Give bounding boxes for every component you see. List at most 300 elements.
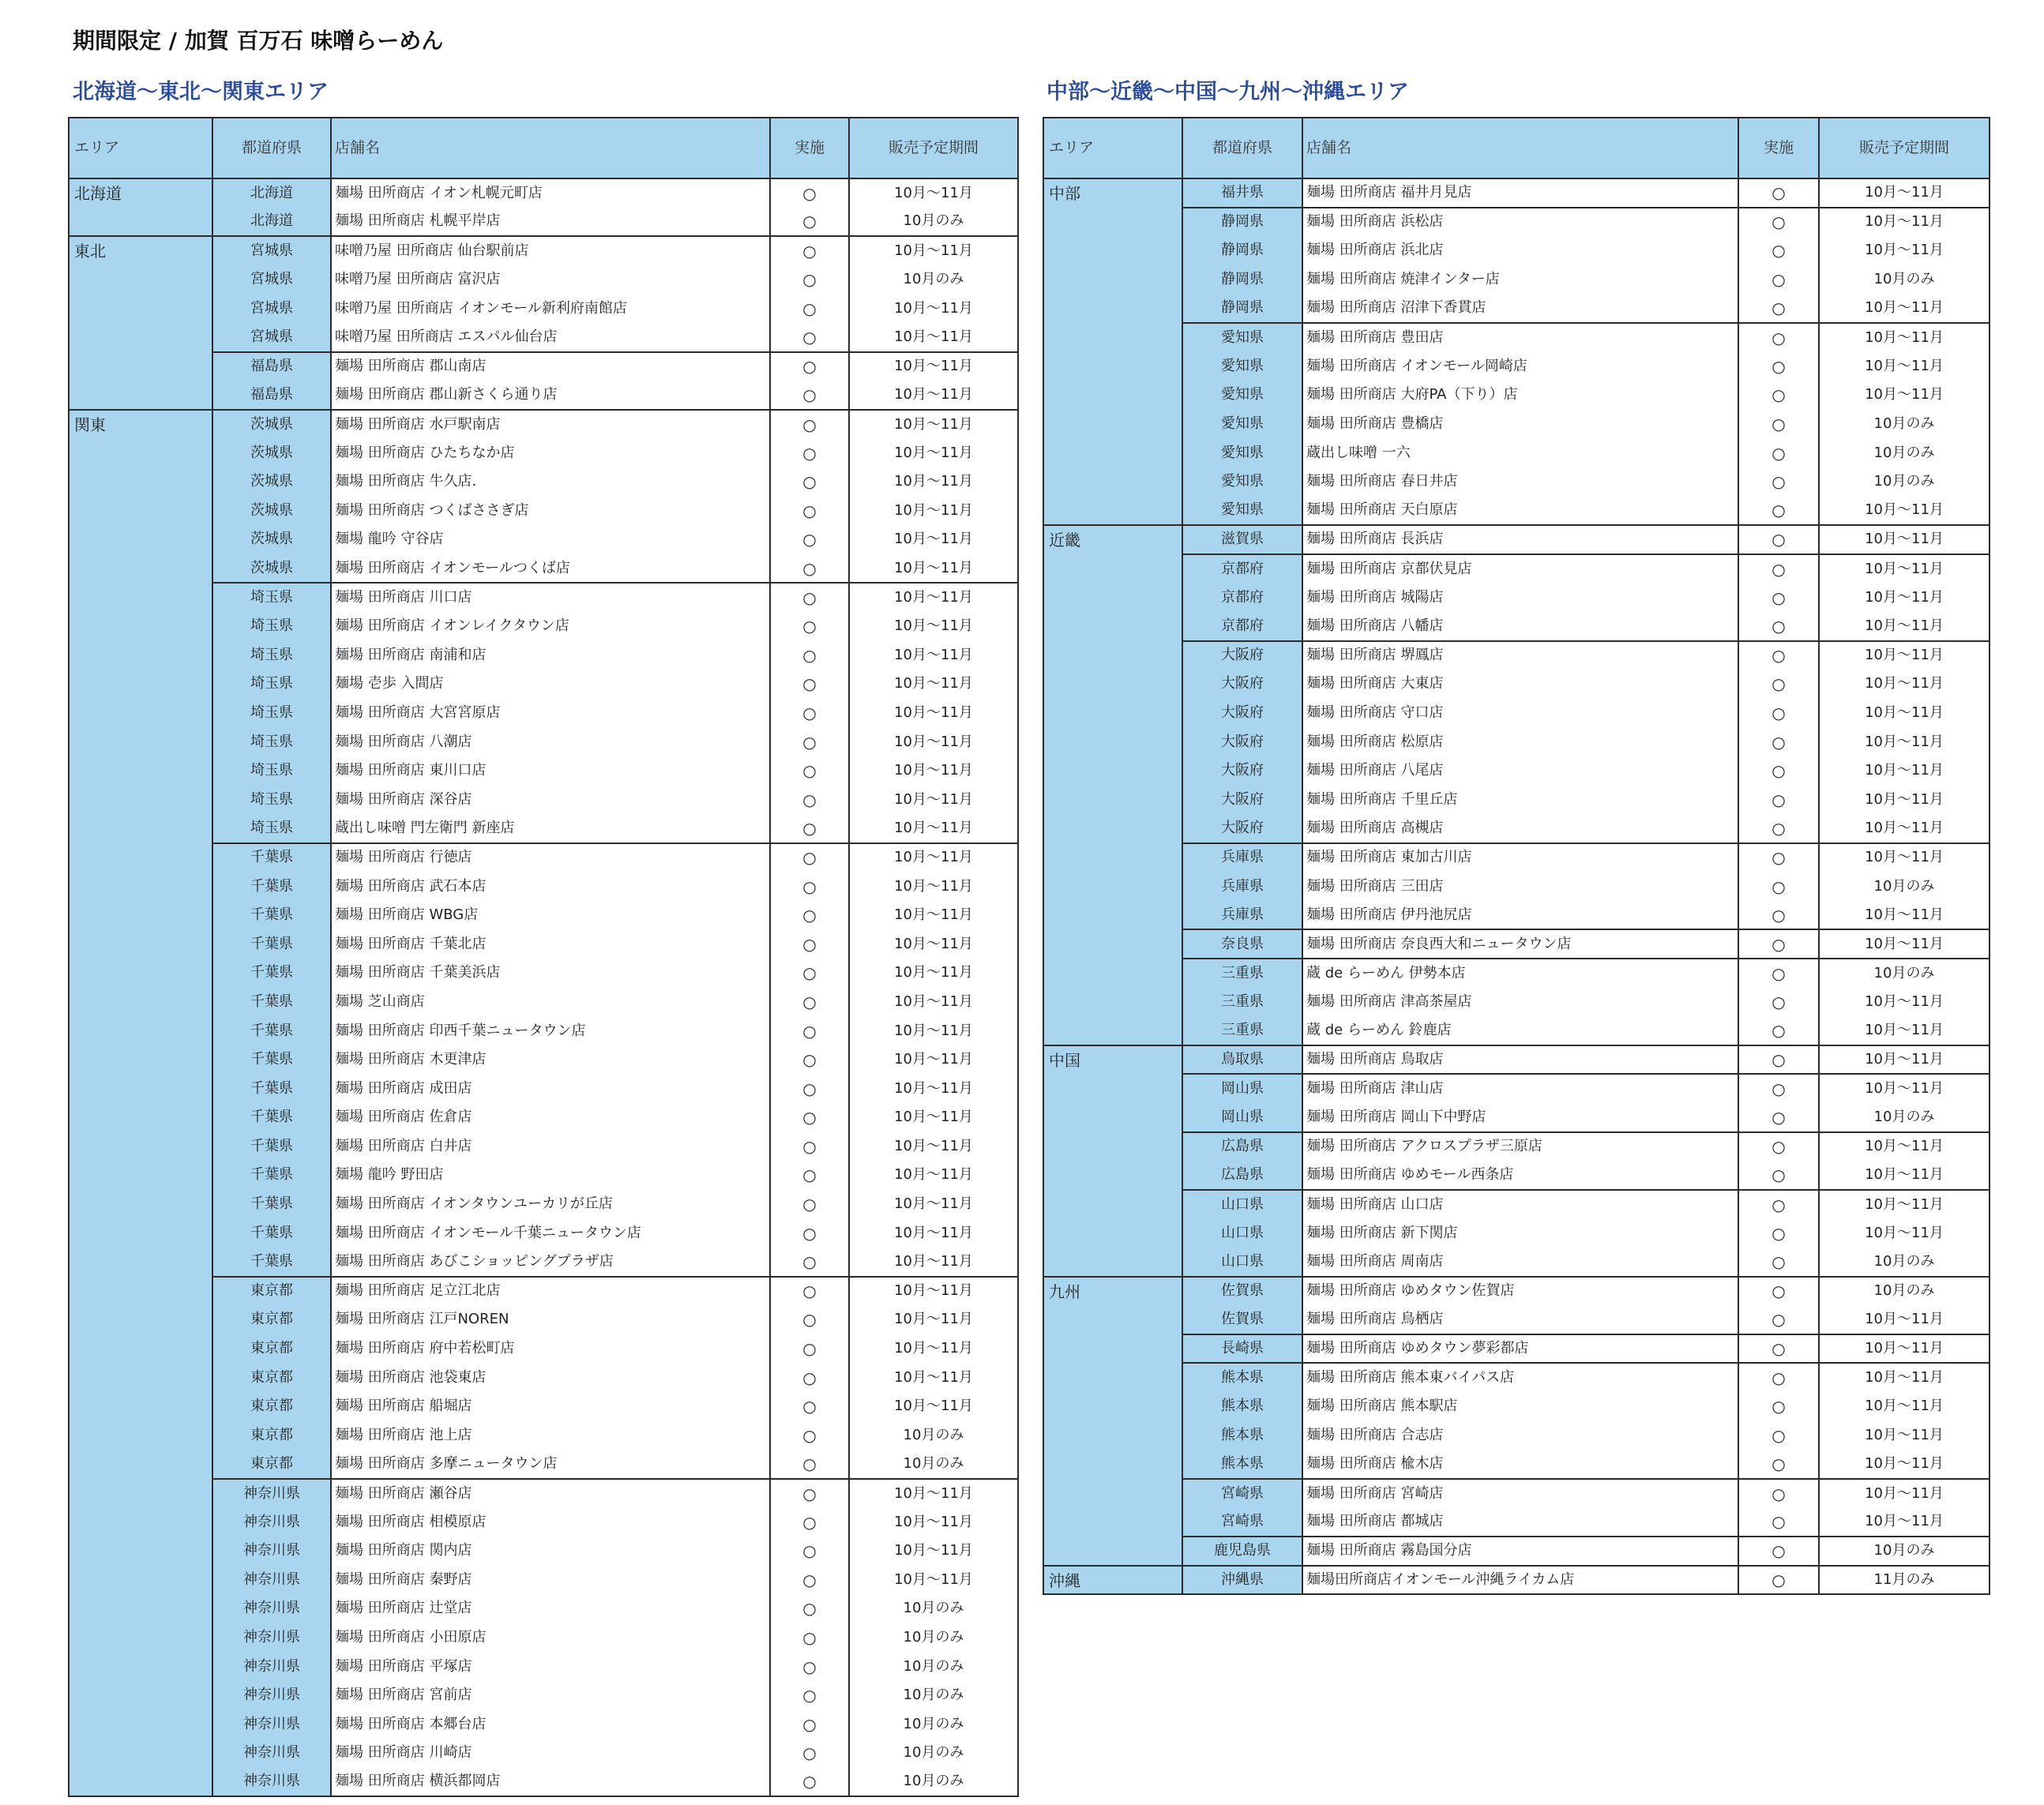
store-name-cell: 麺場 田所商店 千葉北店 (331, 929, 770, 959)
store-name-cell: 麺場 田所商店 秦野店 (331, 1566, 770, 1595)
sales-period-cell: 10月〜11月 (849, 1016, 1018, 1045)
availability-mark: ○ (770, 583, 849, 612)
prefecture-cell: 広島県 (1182, 1161, 1302, 1190)
table-row (1043, 872, 1990, 901)
store-name-cell: 麺場 田所商店 川口店 (331, 583, 770, 612)
store-name-cell: 麺場 田所商店 池上店 (331, 1421, 770, 1450)
store-name-cell: 麺場 田所商店 郡山新さくら通り店 (331, 381, 770, 410)
store-name-cell: 麺場 田所商店 山口店 (1302, 1190, 1738, 1219)
prefecture-cell: 千葉県 (212, 959, 331, 988)
prefecture-cell: 茨城県 (212, 525, 331, 554)
header-sales-period: 販売予定期間 (849, 118, 1018, 178)
table-row (1043, 1277, 1990, 1306)
prefecture-cell: 鳥取県 (1182, 1045, 1302, 1075)
sales-period-cell: 10月のみ (1819, 872, 1990, 901)
prefecture-cell: 熊本県 (1182, 1363, 1302, 1392)
availability-mark: ○ (1738, 1479, 1819, 1508)
sales-period-cell: 10月〜11月 (1819, 929, 1990, 959)
header-availability: 実施 (770, 118, 849, 178)
sales-period-cell: 10月のみ (849, 1594, 1018, 1623)
availability-mark: ○ (770, 1363, 849, 1392)
sales-period-cell: 10月〜11月 (849, 901, 1018, 930)
sales-period-cell: 10月のみ (849, 265, 1018, 295)
availability-mark: ○ (1738, 1334, 1819, 1364)
prefecture-cell: 宮城県 (212, 265, 331, 295)
header-area: エリア (1043, 118, 1182, 178)
header-prefecture: 都道府県 (1182, 118, 1302, 178)
sales-period-cell: 10月のみ (1819, 959, 1990, 988)
prefecture-cell: 奈良県 (1182, 929, 1302, 959)
sales-period-cell: 10月〜11月 (1819, 1479, 1990, 1508)
prefecture-cell: 佐賀県 (1182, 1277, 1302, 1306)
page-title: 期間限定 / 加賀 百万石 味噌らーめん (73, 28, 444, 54)
sales-period-cell: 10月のみ (849, 1768, 1018, 1797)
sales-period-cell: 10月〜11月 (849, 929, 1018, 959)
sales-period-cell: 10月〜11月 (1819, 178, 1990, 208)
prefecture-cell: 兵庫県 (1182, 901, 1302, 930)
prefecture-cell: 広島県 (1182, 1132, 1302, 1161)
availability-mark: ○ (1738, 1392, 1819, 1421)
prefecture-cell: 埼玉県 (212, 612, 331, 641)
area-cell: 中国 (1043, 1045, 1182, 1277)
sales-period-cell: 11月のみ (1819, 1566, 1990, 1595)
store-name-cell: 麺場 田所商店 沼津下香貫店 (1302, 294, 1738, 323)
table-row (1043, 1045, 1990, 1075)
prefecture-cell: 神奈川県 (212, 1566, 331, 1595)
sales-period-cell: 10月〜11月 (849, 727, 1018, 756)
table-row (1043, 727, 1990, 756)
store-name-cell: 麺場 田所商店 宮前店 (331, 1681, 770, 1710)
prefecture-cell: 神奈川県 (212, 1768, 331, 1797)
store-name-cell: 麺場 田所商店 高槻店 (1302, 814, 1738, 843)
availability-mark: ○ (1738, 438, 1819, 467)
availability-mark: ○ (1738, 497, 1819, 526)
availability-mark: ○ (770, 265, 849, 295)
sales-period-cell: 10月〜11月 (849, 872, 1018, 901)
availability-mark: ○ (1738, 1363, 1819, 1392)
availability-mark: ○ (770, 901, 849, 930)
prefecture-cell: 宮崎県 (1182, 1479, 1302, 1508)
store-name-cell: 麺場 田所商店 長浜店 (1302, 525, 1738, 554)
prefecture-cell: 宮城県 (212, 294, 331, 323)
store-name-cell: 麺場 田所商店 都城店 (1302, 1507, 1738, 1537)
sales-period-cell: 10月〜11月 (849, 1334, 1018, 1364)
sales-period-cell: 10月〜11月 (849, 612, 1018, 641)
prefecture-cell: 埼玉県 (212, 699, 331, 728)
sales-period-cell: 10月〜11月 (1819, 1190, 1990, 1219)
store-name-cell: 麺場 田所商店 三田店 (1302, 872, 1738, 901)
store-name-cell: 麺場 田所商店 辻堂店 (331, 1594, 770, 1623)
prefecture-cell: 東京都 (212, 1421, 331, 1450)
prefecture-cell: 兵庫県 (1182, 843, 1302, 872)
availability-mark: ○ (770, 699, 849, 728)
availability-mark: ○ (1738, 843, 1819, 872)
store-name-cell: 麺場 田所商店 多摩ニュータウン店 (331, 1450, 770, 1479)
availability-mark: ○ (770, 1652, 849, 1681)
table-row (1043, 612, 1990, 641)
prefecture-cell: 京都府 (1182, 554, 1302, 584)
prefecture-cell: 千葉県 (212, 872, 331, 901)
sales-period-cell: 10月〜11月 (1819, 785, 1990, 814)
prefecture-cell: 千葉県 (212, 843, 331, 872)
store-name-cell: 麺場 田所商店 足立江北店 (331, 1277, 770, 1306)
prefecture-cell: 埼玉県 (212, 727, 331, 756)
store-name-cell: 蔵出し味噌 門左衛門 新座店 (331, 814, 770, 843)
store-name-cell: 麺場田所商店イオンモール沖縄ライカム店 (1302, 1566, 1738, 1595)
store-table-west (1043, 117, 1990, 1595)
sales-period-cell: 10月〜11月 (849, 1507, 1018, 1537)
prefecture-cell: 福島県 (212, 352, 331, 381)
prefecture-cell: 北海道 (212, 178, 331, 208)
section-title-east: 北海道〜東北〜関東エリア (73, 80, 329, 104)
availability-mark: ○ (770, 236, 849, 265)
availability-mark: ○ (1738, 988, 1819, 1017)
table-row (1043, 1016, 1990, 1045)
availability-mark: ○ (770, 1103, 849, 1132)
prefecture-cell: 千葉県 (212, 1248, 331, 1277)
header-store-name: 店舗名 (1302, 118, 1738, 178)
sales-period-cell: 10月〜11月 (1819, 1218, 1990, 1248)
availability-mark: ○ (1738, 1450, 1819, 1479)
store-name-cell: 麺場 田所商店 相模原店 (331, 1507, 770, 1537)
table-row (1043, 1103, 1990, 1132)
sales-period-cell: 10月〜11月 (1819, 554, 1990, 584)
store-name-cell: 麺場 田所商店 熊本東バイパス店 (1302, 1363, 1738, 1392)
section-title-west: 中部〜近畿〜中国〜九州〜沖縄エリア (1046, 80, 1409, 104)
table-row (1043, 497, 1990, 526)
store-name-cell: 蔵出し味噌 一六 (1302, 438, 1738, 467)
sales-period-cell: 10月〜11月 (849, 467, 1018, 497)
table-row (1043, 208, 1990, 237)
prefecture-cell: 神奈川県 (212, 1594, 331, 1623)
sales-period-cell: 10月〜11月 (849, 641, 1018, 670)
table-row (1043, 381, 1990, 410)
prefecture-cell: 大阪府 (1182, 785, 1302, 814)
prefecture-cell: 三重県 (1182, 1016, 1302, 1045)
availability-mark: ○ (770, 670, 849, 699)
prefecture-cell: 千葉県 (212, 1045, 331, 1075)
prefecture-cell: 山口県 (1182, 1248, 1302, 1277)
table-row (1043, 178, 1990, 208)
store-name-cell: 麺場 田所商店 武石本店 (331, 872, 770, 901)
table-row (1043, 1218, 1990, 1248)
availability-mark: ○ (770, 785, 849, 814)
store-name-cell: 麺場 田所商店 横浜都岡店 (331, 1768, 770, 1797)
sales-period-cell: 10月〜11月 (849, 756, 1018, 786)
sales-period-cell: 10月〜11月 (849, 988, 1018, 1017)
availability-mark: ○ (770, 1768, 849, 1797)
store-name-cell: 麺場 田所商店 千葉美浜店 (331, 959, 770, 988)
table-row (1043, 525, 1990, 554)
table-row (1043, 1074, 1990, 1103)
availability-mark: ○ (1738, 612, 1819, 641)
area-cell: 東北 (69, 236, 212, 410)
availability-mark: ○ (1738, 1016, 1819, 1045)
availability-mark: ○ (1738, 352, 1819, 381)
store-name-cell: 麺場 田所商店 札幌平岸店 (331, 208, 770, 237)
prefecture-cell: 愛知県 (1182, 467, 1302, 497)
prefecture-cell: 千葉県 (212, 1074, 331, 1103)
store-name-cell: 麺場 田所商店 鳥取店 (1302, 1045, 1738, 1075)
sales-period-cell: 10月〜11月 (849, 583, 1018, 612)
availability-mark: ○ (1738, 1132, 1819, 1161)
sales-period-cell: 10月〜11月 (849, 554, 1018, 584)
table-row (1043, 1132, 1990, 1161)
store-name-cell: 麺場 田所商店 八尾店 (1302, 756, 1738, 786)
store-name-cell: 麺場 田所商店 イオンレイクタウン店 (331, 612, 770, 641)
prefecture-cell: 大阪府 (1182, 814, 1302, 843)
header-sales-period: 販売予定期間 (1819, 118, 1990, 178)
store-name-cell: 麺場 壱歩 入間店 (331, 670, 770, 699)
store-name-cell: 麺場 田所商店 イオンモール岡崎店 (1302, 352, 1738, 381)
prefecture-cell: 熊本県 (1182, 1450, 1302, 1479)
availability-mark: ○ (1738, 959, 1819, 988)
table-row (69, 236, 1018, 265)
availability-mark: ○ (770, 1190, 849, 1219)
availability-mark: ○ (770, 929, 849, 959)
store-name-cell: 麺場 田所商店 イオン札幌元町店 (331, 178, 770, 208)
table-row (1043, 1479, 1990, 1508)
sales-period-cell: 10月〜11月 (1819, 294, 1990, 323)
availability-mark: ○ (770, 843, 849, 872)
store-name-cell: 麺場 龍吟 野田店 (331, 1161, 770, 1190)
sales-period-cell: 10月〜11月 (849, 1277, 1018, 1306)
prefecture-cell: 大阪府 (1182, 699, 1302, 728)
prefecture-cell: 千葉県 (212, 901, 331, 930)
sales-period-cell: 10月〜11月 (849, 1045, 1018, 1075)
sales-period-cell: 10月のみ (1819, 410, 1990, 439)
table-row (1043, 929, 1990, 959)
store-name-cell: 蔵 de らーめん 伊勢本店 (1302, 959, 1738, 988)
availability-mark: ○ (1738, 467, 1819, 497)
store-name-cell: 麺場 田所商店 合志店 (1302, 1421, 1738, 1450)
prefecture-cell: 東京都 (212, 1363, 331, 1392)
store-name-cell: 麺場 田所商店 イオンタウンユーカリが丘店 (331, 1190, 770, 1219)
sales-period-cell: 10月のみ (849, 1652, 1018, 1681)
store-name-cell: 麺場 田所商店 伊丹池尻店 (1302, 901, 1738, 930)
prefecture-cell: 茨城県 (212, 467, 331, 497)
prefecture-cell: 佐賀県 (1182, 1305, 1302, 1334)
sales-period-cell: 10月〜11月 (1819, 1334, 1990, 1364)
availability-mark: ○ (770, 178, 849, 208)
availability-mark: ○ (1738, 178, 1819, 208)
store-name-cell: 味噌乃屋 田所商店 仙台駅前店 (331, 236, 770, 265)
sales-period-cell: 10月〜11月 (1819, 670, 1990, 699)
availability-mark: ○ (770, 1334, 849, 1364)
prefecture-cell: 茨城県 (212, 438, 331, 467)
store-name-cell: 麺場 田所商店 あびこショッピングプラザ店 (331, 1248, 770, 1277)
prefecture-cell: 静岡県 (1182, 294, 1302, 323)
availability-mark: ○ (1738, 785, 1819, 814)
prefecture-cell: 宮城県 (212, 323, 331, 352)
sales-period-cell: 10月〜11月 (849, 438, 1018, 467)
prefecture-cell: 東京都 (212, 1392, 331, 1421)
table-row (1043, 699, 1990, 728)
prefecture-cell: 愛知県 (1182, 410, 1302, 439)
availability-mark: ○ (1738, 1421, 1819, 1450)
sales-period-cell: 10月のみ (849, 1681, 1018, 1710)
store-name-cell: 麺場 田所商店 ゆめタウン佐賀店 (1302, 1277, 1738, 1306)
sales-period-cell: 10月〜11月 (1819, 1363, 1990, 1392)
prefecture-cell: 愛知県 (1182, 438, 1302, 467)
sales-period-cell: 10月〜11月 (849, 1218, 1018, 1248)
availability-mark: ○ (770, 323, 849, 352)
store-name-cell: 麺場 田所商店 府中若松町店 (331, 1334, 770, 1364)
sales-period-cell: 10月〜11月 (849, 843, 1018, 872)
availability-mark: ○ (770, 554, 849, 584)
prefecture-cell: 神奈川県 (212, 1739, 331, 1768)
availability-mark: ○ (1738, 929, 1819, 959)
availability-mark: ○ (1738, 236, 1819, 265)
store-name-cell: 麺場 田所商店 郡山南店 (331, 352, 770, 381)
sales-period-cell: 10月〜11月 (1819, 1507, 1990, 1537)
sales-period-cell: 10月〜11月 (1819, 814, 1990, 843)
availability-mark: ○ (1738, 410, 1819, 439)
store-name-cell: 麺場 田所商店 熊本駅店 (1302, 1392, 1738, 1421)
sales-period-cell: 10月のみ (849, 1421, 1018, 1450)
availability-mark: ○ (770, 438, 849, 467)
store-name-cell: 麺場 田所商店 千里丘店 (1302, 785, 1738, 814)
table-row (69, 410, 1018, 439)
prefecture-cell: 沖縄県 (1182, 1566, 1302, 1595)
sales-period-cell: 10月のみ (1819, 438, 1990, 467)
table-row (1043, 1566, 1990, 1595)
store-name-cell: 麺場 田所商店 牛久店. (331, 467, 770, 497)
availability-mark: ○ (1738, 699, 1819, 728)
prefecture-cell: 埼玉県 (212, 785, 331, 814)
store-name-cell: 麺場 田所商店 焼津インター店 (1302, 265, 1738, 295)
store-name-cell: 麺場 田所商店 堺鳳店 (1302, 641, 1738, 670)
table-row (1043, 438, 1990, 467)
store-name-cell: 味噌乃屋 田所商店 イオンモール新利府南館店 (331, 294, 770, 323)
availability-mark: ○ (770, 1566, 849, 1595)
prefecture-cell: 神奈川県 (212, 1479, 331, 1508)
table-row (1043, 1190, 1990, 1219)
store-name-cell: 麺場 田所商店 関内店 (331, 1537, 770, 1566)
availability-mark: ○ (770, 208, 849, 237)
sales-period-cell: 10月〜11月 (849, 352, 1018, 381)
prefecture-cell: 神奈川県 (212, 1623, 331, 1653)
availability-mark: ○ (1738, 323, 1819, 352)
store-name-cell: 麺場 田所商店 本郷台店 (331, 1709, 770, 1739)
availability-mark: ○ (770, 1161, 849, 1190)
sales-period-cell: 10月〜11月 (849, 323, 1018, 352)
availability-mark: ○ (1738, 1277, 1819, 1306)
store-name-cell: 麺場 田所商店 守口店 (1302, 699, 1738, 728)
sales-period-cell: 10月のみ (1819, 1277, 1990, 1306)
sales-period-cell: 10月〜11月 (1819, 1450, 1990, 1479)
prefecture-cell: 岡山県 (1182, 1074, 1302, 1103)
area-cell: 近畿 (1043, 525, 1182, 1045)
store-name-cell: 麺場 田所商店 船堀店 (331, 1392, 770, 1421)
table-row (1043, 756, 1990, 786)
store-name-cell: 麺場 田所商店 京都伏見店 (1302, 554, 1738, 584)
availability-mark: ○ (770, 525, 849, 554)
prefecture-cell: 北海道 (212, 208, 331, 237)
store-name-cell: 麺場 田所商店 天白原店 (1302, 497, 1738, 526)
availability-mark: ○ (1738, 1566, 1819, 1595)
sales-period-cell: 10月のみ (1819, 265, 1990, 295)
prefecture-cell: 茨城県 (212, 410, 331, 439)
store-name-cell: 麺場 田所商店 周南店 (1302, 1248, 1738, 1277)
store-name-cell: 麺場 田所商店 浜北店 (1302, 236, 1738, 265)
sales-period-cell: 10月〜11月 (849, 1392, 1018, 1421)
prefecture-cell: 茨城県 (212, 497, 331, 526)
prefecture-cell: 茨城県 (212, 554, 331, 584)
sales-period-cell: 10月のみ (1819, 1248, 1990, 1277)
sales-period-cell: 10月〜11月 (849, 1305, 1018, 1334)
table-row (1043, 1450, 1990, 1479)
prefecture-cell: 埼玉県 (212, 814, 331, 843)
store-name-cell: 麺場 龍吟 守谷店 (331, 525, 770, 554)
availability-mark: ○ (1738, 641, 1819, 670)
sales-period-cell: 10月〜11月 (849, 410, 1018, 439)
store-name-cell: 麺場 田所商店 霧島国分店 (1302, 1537, 1738, 1566)
prefecture-cell: 千葉県 (212, 1190, 331, 1219)
availability-mark: ○ (770, 1392, 849, 1421)
sales-period-cell: 10月〜11月 (1819, 1305, 1990, 1334)
table-row (1043, 265, 1990, 295)
prefecture-cell: 宮城県 (212, 236, 331, 265)
prefecture-cell: 京都府 (1182, 583, 1302, 612)
prefecture-cell: 滋賀県 (1182, 525, 1302, 554)
store-name-cell: 麺場 田所商店 瀬谷店 (331, 1479, 770, 1508)
prefecture-cell: 愛知県 (1182, 352, 1302, 381)
sales-period-cell: 10月〜11月 (849, 1537, 1018, 1566)
table-row (1043, 988, 1990, 1017)
store-name-cell: 麺場 田所商店 アクロスプラザ三原店 (1302, 1132, 1738, 1161)
table-row (1043, 583, 1990, 612)
availability-mark: ○ (770, 352, 849, 381)
availability-mark: ○ (1738, 727, 1819, 756)
sales-period-cell: 10月〜11月 (1819, 756, 1990, 786)
table-row (1043, 1248, 1990, 1277)
sales-period-cell: 10月のみ (849, 1450, 1018, 1479)
table-row (1043, 901, 1990, 930)
prefecture-cell: 大阪府 (1182, 670, 1302, 699)
prefecture-cell: 愛知県 (1182, 323, 1302, 352)
sales-period-cell: 10月〜11月 (849, 699, 1018, 728)
availability-mark: ○ (770, 381, 849, 410)
store-name-cell: 味噌乃屋 田所商店 富沢店 (331, 265, 770, 295)
availability-mark: ○ (770, 1507, 849, 1537)
availability-mark: ○ (1738, 294, 1819, 323)
store-name-cell: 蔵 de らーめん 鈴鹿店 (1302, 1016, 1738, 1045)
availability-mark: ○ (770, 1045, 849, 1075)
store-name-cell: 麺場 田所商店 ゆめモール西条店 (1302, 1161, 1738, 1190)
availability-mark: ○ (770, 410, 849, 439)
table-row (1043, 814, 1990, 843)
availability-mark: ○ (1738, 1045, 1819, 1075)
availability-mark: ○ (1738, 1507, 1819, 1537)
prefecture-cell: 三重県 (1182, 959, 1302, 988)
sales-period-cell: 10月のみ (849, 1709, 1018, 1739)
availability-mark: ○ (1738, 814, 1819, 843)
availability-mark: ○ (1738, 554, 1819, 584)
table-row (1043, 843, 1990, 872)
sales-period-cell: 10月〜11月 (1819, 323, 1990, 352)
store-name-cell: 麺場 田所商店 木更津店 (331, 1045, 770, 1075)
prefecture-cell: 千葉県 (212, 929, 331, 959)
table-row (1043, 959, 1990, 988)
table-header-row (69, 118, 1018, 178)
sales-period-cell: 10月〜11月 (849, 294, 1018, 323)
availability-mark: ○ (770, 612, 849, 641)
table-row (1043, 410, 1990, 439)
sales-period-cell: 10月〜11月 (849, 1074, 1018, 1103)
sales-period-cell: 10月〜11月 (849, 1103, 1018, 1132)
sales-period-cell: 10月〜11月 (1819, 381, 1990, 410)
